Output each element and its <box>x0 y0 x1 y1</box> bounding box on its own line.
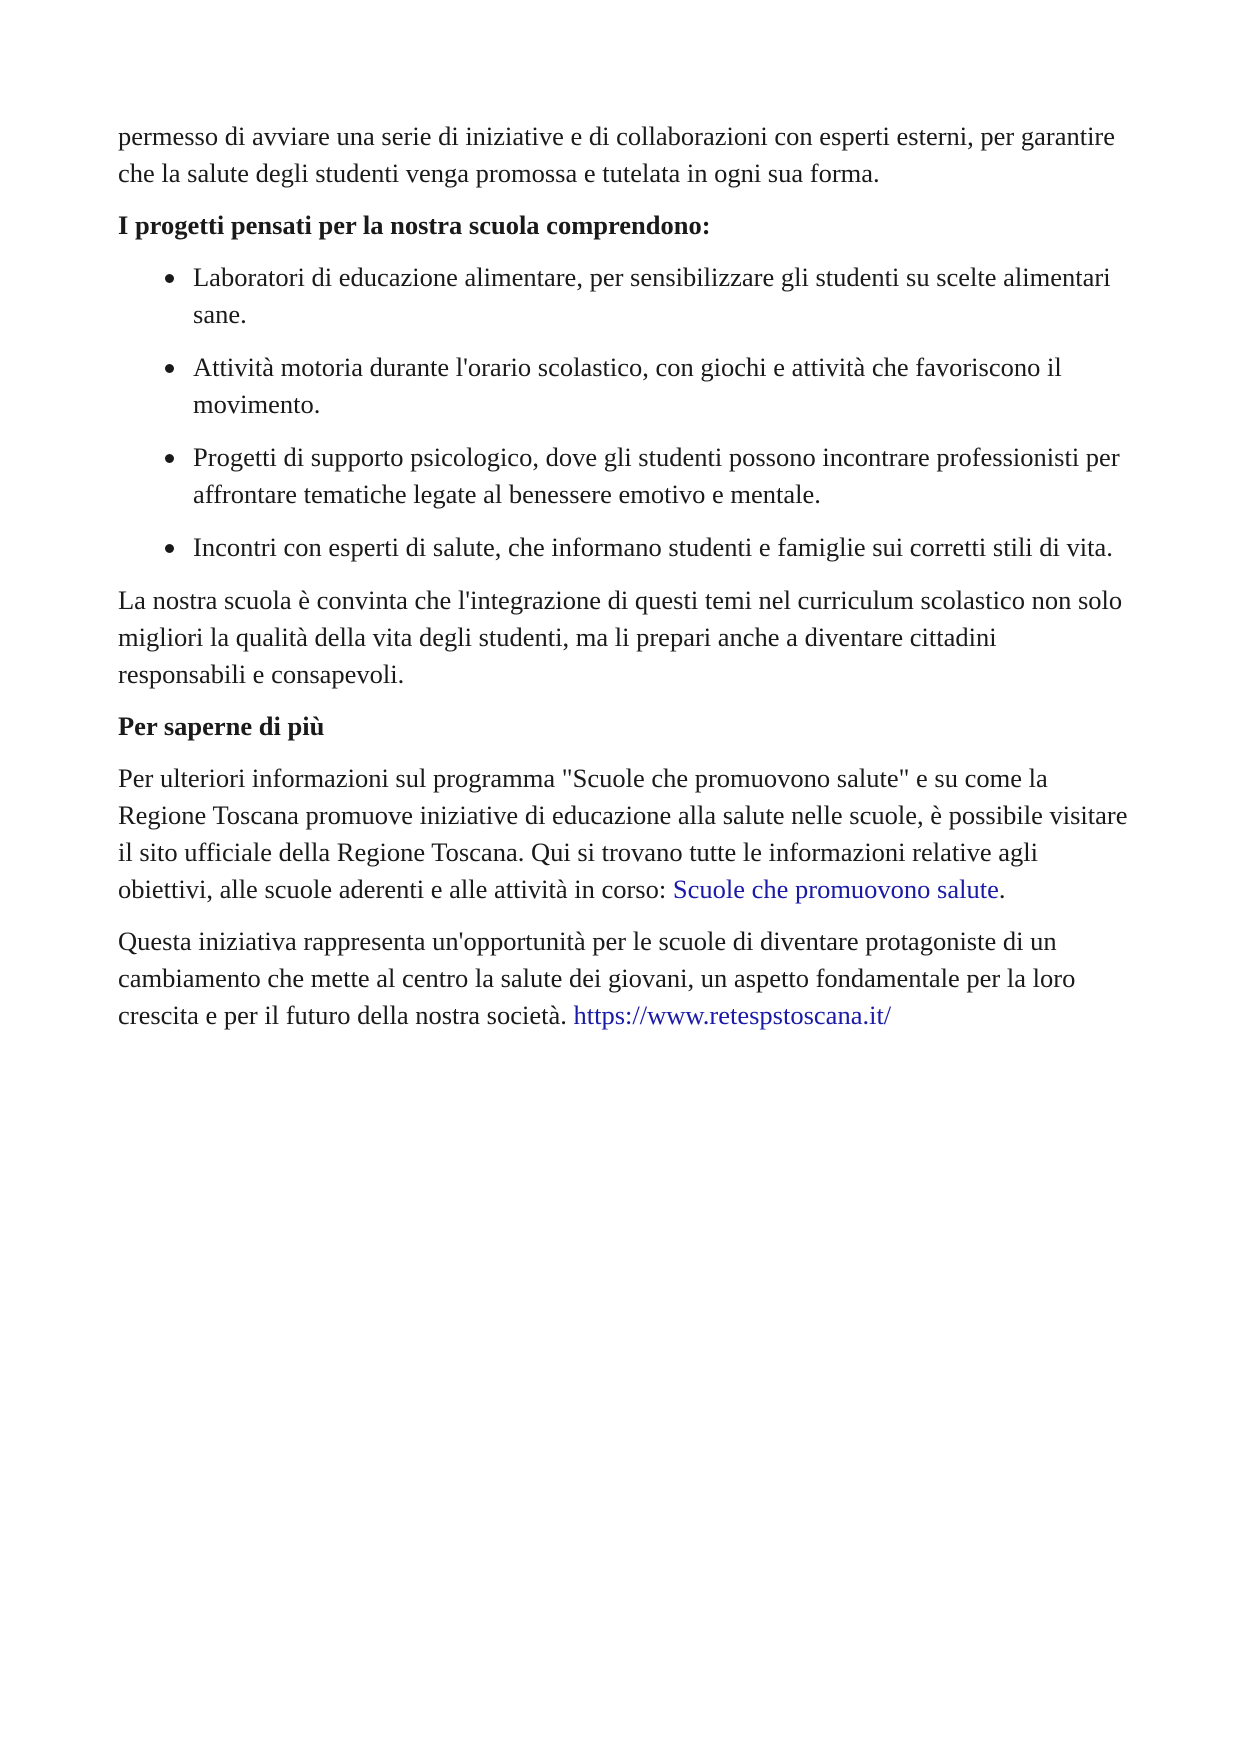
list-item-text: Laboratori di educazione alimentare, per sensibilizzare gli studenti su scelte alimentari sane. <box>193 262 1111 329</box>
more-info-text: Per ulteriori informazioni sul programma "Scuole che promuovono salute" e su come la Regione Toscana promuove iniziative di educazione alla salute nelle scuole, è possibile visitare il sito ufficiale della Regione Toscana. Qui si trovano tutte le informazioni relative agli obiettivi, alle scuole aderenti e alle attività in corso: <box>118 763 1128 904</box>
closing-text: Questa iniziativa rappresenta un'opportunità per le scuole di diventare protagoniste di un cambiamento che mette al centro la salute dei giovani, un aspetto fondamentale per la loro crescita e per il futuro della nostra società. <box>118 926 1076 1030</box>
bullet-icon <box>165 454 174 463</box>
list-item <box>118 349 1128 423</box>
more-info-period: . <box>998 874 1006 904</box>
list-item <box>118 439 1128 513</box>
list-item-text: Attività motoria durante l'orario scolastico, con giochi e attività che favoriscono il movimento. <box>193 352 1062 419</box>
bullet-icon <box>165 544 174 553</box>
projects-list <box>118 259 1128 566</box>
conviction-paragraph: La nostra scuola è convinta che l'integrazione di questi temi nel curriculum scolastico non solo migliori la qualità della vita degli studenti, ma li prepari anche a diventare cittadini responsabili e consapevoli. <box>118 585 1123 689</box>
scuole-salute-link[interactable]: Scuole che promuovono salute <box>672 874 999 904</box>
more-info-paragraph <box>118 760 1128 908</box>
list-item <box>118 529 1128 566</box>
projects-heading: I progetti pensati per la nostra scuola comprendono: <box>118 210 711 240</box>
bullet-icon <box>165 274 174 283</box>
closing-paragraph <box>118 923 1128 1034</box>
list-item <box>118 259 1128 333</box>
more-info-heading: Per saperne di più <box>118 711 325 741</box>
intro-paragraph: permesso di avviare una serie di iniziative e di collaborazioni con esperti esterni, per garantire che la salute degli studenti venga promossa e tutelata in ogni sua forma. <box>118 121 1116 188</box>
bullet-icon <box>165 364 174 373</box>
document-page <box>118 118 1128 1049</box>
list-item-text: Progetti di supporto psicologico, dove gli studenti possono incontrare professionisti per affrontare tematiche legate al benessere emotivo e mentale. <box>193 442 1120 509</box>
retesps-url-link[interactable]: https://www.retespstoscana.it/ <box>573 1000 892 1030</box>
list-item-text: Incontri con esperti di salute, che informano studenti e famiglie sui corretti stili di vita. <box>193 532 1113 562</box>
